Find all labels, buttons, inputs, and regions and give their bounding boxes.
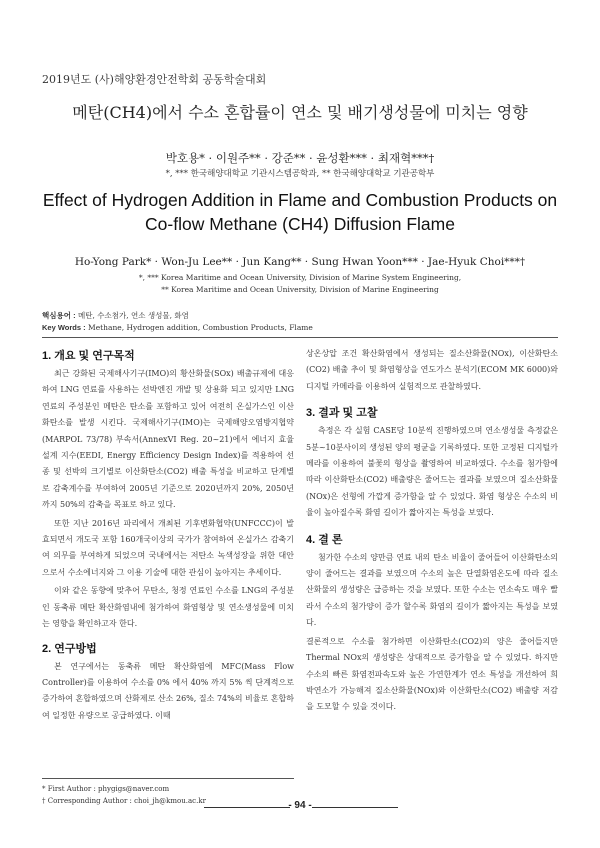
affiliation-english-2: ** Korea Maritime and Ocean University, Division of Marine Engineering: [161, 285, 439, 294]
section-2-continued: 상온상압 조건 확산화염에서 생성되는 질소산화물(NOx), 이산화탄소(CO2) 배출 추이 및 화염형상을 연도가스 분석기(ECOM MK 6000)와 디지털 카메라를 이용하여 실험적으로 관찰하였다.: [306, 349, 558, 391]
keywords-english: [42, 323, 313, 332]
keywords-english-label: Key Words :: [42, 323, 86, 332]
section-2-title: 2. 연구방법: [42, 642, 97, 655]
footnote-first-author: * First Author : phygigs@naver.com: [42, 785, 170, 793]
authors-english: Ho-Yong Park* · Won-Ju Lee** · Jun Kang** · Sung Hwan Yoon*** · Jae-Hyuk Choi***†: [74, 256, 526, 268]
authors-korean: 박호용* · 이원주** · 강준** · 윤성환*** · 최재혁***†: [165, 151, 435, 165]
section-2-paragraph-1: 본 연구에서는 동축류 메탄 확산화염에 MFC(Mass Flow Controller)를 이용하여 수소를 0% 에서 40% 까지 5% 씩 단계적으로 증가하여 혼합하였으며 산화제로 산소 26%, 질소 74%의 비율로 혼합하여 일정한 유량으로 공급하였다. 이때: [42, 661, 294, 720]
section-1-paragraph-1: 최근 강화된 국제해사기구(IMO)의 황산화물(SOx) 배출규제에 대응하여 LNG 연료를 사용하는 선박엔진 개발 및 상용화 되고 있지만 LNG 연료의 주성분인 메탄은 탄소를 포함하고 있어 여전히 온실가스인 이산화탄소를 발생 시킨다. 국제해사기구(IMO)는 국제해양오염방지협약(MARPOL 73/78) 부속서(AnnexVI Reg. 20~21)에서 에너지 효율 설계 지수(EEDI, Energy Efficiency Design Index)를 적용하여 선종 및 선박의 크기별로 이산화탄소(CO2) 배출 특성을 비교하고 단계별로 감축계수를 부여하여 2005년 기준으로 2020년까지 20%, 2050년까지 50%의 감축을 목표로 하고 있다.: [42, 369, 294, 510]
title-english: Effect of Hydrogen Addition in Flame and Combustion Products on Co-flow Methane (CH4) Diffusion Flame: [42, 190, 558, 234]
section-4-paragraph-1: 첨가한 수소의 양만큼 연료 내의 탄소 비율이 줄어들어 이산화탄소의 양이 줄어드는 결과를 보였으며 수소의 높은 단열화염온도에 따라 질소 산화물의 생성량은 급증하는 것을 보였다. 또한 수소는 연소속도 매우 빨라서 수소의 첨가양이 증가 할수록 화염의 길이가 짧아지는 특성을 보였다.: [306, 552, 558, 628]
left-column: [42, 346, 294, 726]
affiliation-english: [0, 272, 600, 296]
affiliation-english-1: *, *** Korea Maritime and Ocean University, Division of Marine System Engineering,: [138, 273, 462, 282]
page-number-rule-right: [312, 807, 398, 808]
header-divider: [42, 337, 558, 338]
keywords-english-text: Methane, Hydrogen addition, Combustion Products, Flame: [88, 323, 313, 332]
section-4-title: 4. 결 론: [306, 533, 343, 546]
section-1-title: 1. 개요 및 연구목적: [42, 350, 135, 362]
title-korean: 메탄(CH4)에서 수소 혼합률이 연소 및 배기생성물에 미치는 영향: [72, 103, 528, 122]
section-3-paragraph-1: 측정은 각 실험 CASE당 10분씩 진행하였으며 연소생성물 측정값은 5분~10분사이의 생성된 양의 평균을 기록하였다. 또한 고정된 디지털카메라를 이용하여 불꽃의 형상을 촬영하여 비교하였다. 수소를 첨가함에 따라 이산화탄소(CO2) 배출량은 줄어드는 결과를 보였으며 질소산화물(NOx)은 선형에 가깝게 증가함을 알 수 있었다. 화염 형상은 수소의 비율이 높아질수록 화염 길이가 짧아지는 특성을 보였다.: [306, 426, 558, 518]
footnote-corresponding-author: † Corresponding Author : choi_jh@kmou.ac.kr: [42, 797, 206, 805]
section-4-paragraph-2: 결론적으로 수소를 첨가하면 이산화탄소(CO2)의 양은 줄어들지만 Thermal NOx의 생성량은 상대적으로 증가함을 알 수 있었다. 하지만 수소의 빠른 화염전파속도와 높은 가연한계가 연소 특성을 개선하여 희박연소가 가능해져 질소산화물(NOx)와 이산화탄소(CO2) 배출량 저감을 도모할 수 있을 것이다.: [306, 636, 558, 712]
page-number: - 94 -: [288, 800, 312, 811]
section-1-paragraph-3: 이와 같은 동향에 맞추어 무탄소, 청정 연료인 수소를 LNG의 주성분인 동축류 메탄 확산화염내에 첨가하여 화염형상 및 연소생성물에 미치는 영향을 확인하고자 한다.: [42, 586, 294, 629]
section-3-title: 3. 결과 및 고찰: [306, 407, 378, 420]
section-1-paragraph-2: 또한 지난 2016년 파리에서 개최된 기후변화협약(UNFCCC)이 발효되면서 개도국 포함 160개국이상의 국가가 참여하여 온실가스 감축기여 의무를 부여하게 되었으며 국내에서는 저탄소 녹색성장을 위한 대안으로서 수소에너지와 그 이용 기술에 대한 관심이 높아지는 추세이다.: [42, 518, 294, 577]
conference-header: 2019년도 (사)해양환경안전학회 공동학술대회: [42, 73, 267, 86]
keywords-korean: [42, 310, 189, 321]
right-column: [306, 346, 558, 718]
keywords-korean-label: 핵심용어 :: [42, 311, 76, 320]
affiliation-korean: *, *** 한국해양대학교 기관시스템공학과, ** 한국해양대학교 기관공학부: [165, 169, 435, 179]
keywords-korean-text: 메탄, 수소첨가, 연소 생성물, 화염: [77, 311, 189, 320]
